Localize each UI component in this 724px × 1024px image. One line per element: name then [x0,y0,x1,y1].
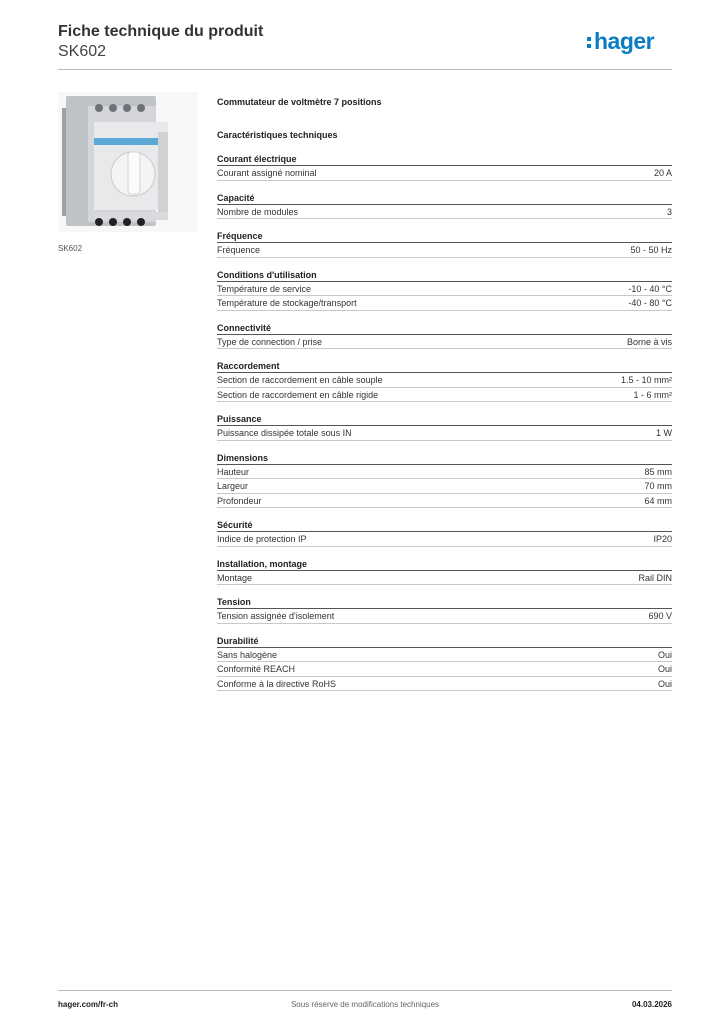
spec-row [217,388,672,403]
spec-group [217,557,672,586]
spec-value: 20 A [653,168,672,178]
spec-value: 1 W [655,428,672,438]
spec-row [217,335,672,350]
spec-row [217,479,672,494]
spec-label: Hauteur [217,466,250,477]
spec-group-title: Dimensions [217,451,672,465]
spec-value: Borne à vis [626,336,672,347]
spec-label: Profondeur [217,495,262,506]
spec-group [217,268,672,311]
spec-row [217,426,672,441]
spec-label: Fréquence [217,245,261,255]
spec-value: 690 V [648,611,672,621]
spec-row [217,465,672,480]
spec-label: Conformité REACH [217,664,296,674]
spec-group-title: Tension [217,595,672,609]
footer-website[interactable]: hager.com/fr-ch [58,1000,119,1009]
spec-value: IP20 [653,534,672,544]
spec-label: Courant assigné nominal [217,168,317,178]
specifications [217,95,672,691]
spec-label: Section de raccordement en câble souple [217,375,383,385]
spec-group-title: Connectivité [217,321,672,335]
footer-notice: Sous réserve de modifications techniques [290,1000,440,1009]
spec-group [217,152,672,181]
spec-value: 70 mm [644,481,672,491]
spec-group [217,321,672,350]
spec-group-title: Capacité [217,191,672,205]
spec-group [217,359,672,402]
product-name: Commutateur de voltmètre 7 positions [217,97,382,107]
spec-row [217,648,672,663]
spec-groups [217,152,672,691]
spec-label: Largeur [217,481,249,491]
spec-row [217,532,672,547]
spec-value: Rail DIN [638,572,672,583]
spec-value: 1.5 - 10 mm² [620,375,672,385]
spec-label: Tension assignée d'isolement [217,611,335,621]
spec-label: Température de service [217,283,312,294]
spec-value: -40 - 80 °C [628,298,672,308]
spec-label: Montage [217,572,253,583]
spec-value: 64 mm [644,495,672,506]
spec-row [217,166,672,181]
spec-value: Oui [657,678,672,689]
spec-group-title: Conditions d'utilisation [217,268,672,282]
spec-label: Sans halogène [217,649,278,660]
spec-group [217,191,672,220]
spec-group-title: Puissance [217,412,672,426]
spec-group [217,595,672,624]
specifications-heading: Caractéristiques techniques [217,130,338,140]
spec-group-title: Sécurité [217,518,672,532]
document-title: Fiche technique du produit [58,23,264,40]
spec-row [217,494,672,509]
spec-value: Oui [657,664,672,674]
spec-group [217,451,672,509]
spec-row [217,677,672,692]
spec-value: 85 mm [644,466,672,477]
hager-logo [586,28,672,56]
spec-value: 50 - 50 Hz [630,245,672,255]
document-subtitle: SK602 [58,43,107,60]
spec-group [217,412,672,441]
page-footer [58,990,672,1014]
spec-row [217,205,672,220]
spec-label: Type de connection / prise [217,336,323,347]
spec-label: Puissance dissipée totale sous IN [217,428,352,438]
footer-date: 04.03.2026 [631,1000,672,1009]
spec-group-title: Durabilité [217,634,672,648]
spec-label: Température de stockage/transport [217,298,357,308]
spec-value: 1 - 6 mm² [633,389,672,400]
spec-group-title: Raccordement [217,359,672,373]
spec-row [217,571,672,586]
spec-group [217,229,672,258]
spec-group [217,518,672,547]
spec-label: Nombre de modules [217,206,299,217]
product-image [58,92,198,232]
spec-label: Indice de protection IP [217,534,307,544]
spec-value: Oui [657,649,672,660]
spec-value: 3 [666,206,672,217]
page-header [58,22,672,70]
spec-label: Conforme à la directive RoHS [217,678,337,689]
spec-row [217,373,672,388]
spec-row [217,282,672,297]
image-caption: SK602 [58,244,83,253]
spec-group-title: Installation, montage [217,557,672,571]
spec-label: Section de raccordement en câble rigide [217,389,379,400]
spec-group-title: Fréquence [217,229,672,243]
spec-row [217,243,672,258]
brand-wordmark: hager [594,28,655,54]
spec-row [217,662,672,677]
spec-group-title: Courant électrique [217,152,672,166]
spec-group [217,634,672,692]
spec-row [217,296,672,311]
spec-value: -10 - 40 °C [628,283,672,294]
spec-row [217,609,672,624]
